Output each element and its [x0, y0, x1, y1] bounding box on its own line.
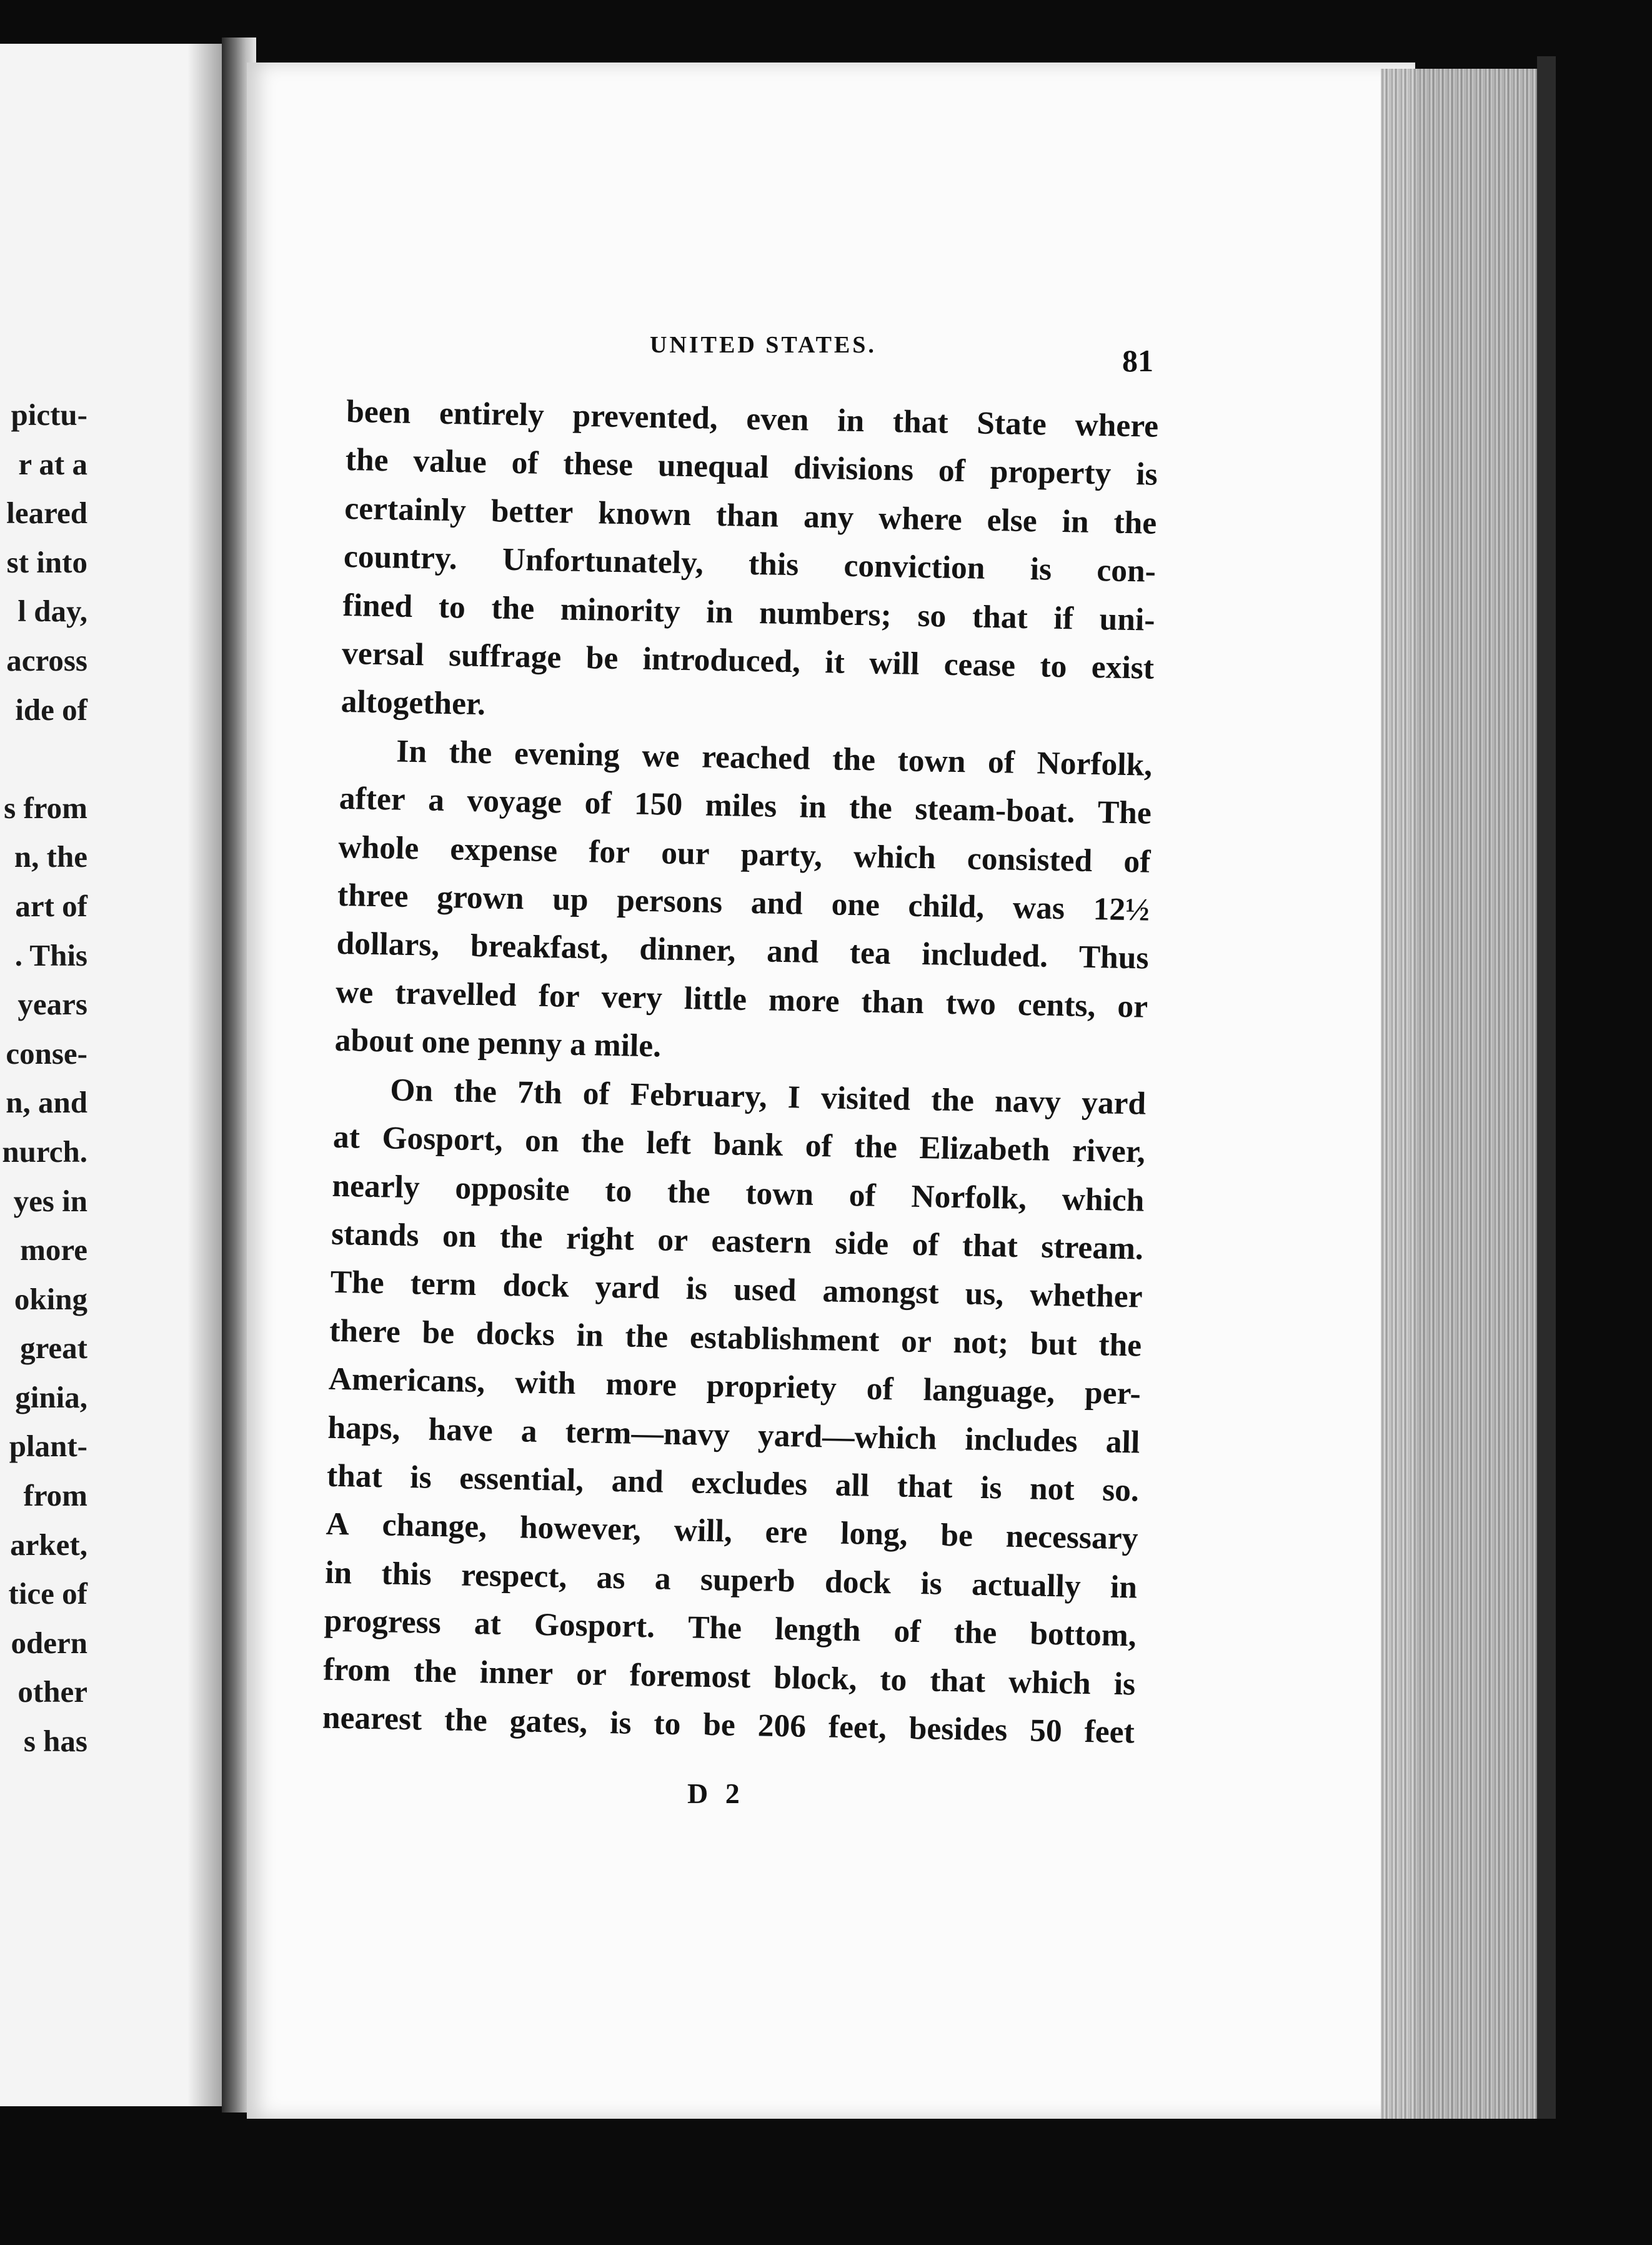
- text-line: Americans, with more propriety of language, per-: [328, 1361, 1142, 1412]
- left-page-line: plant-: [9, 1429, 87, 1464]
- running-head: UNITED STATES.: [650, 332, 877, 358]
- text-line: certainly better known than any where else in the: [344, 490, 1157, 541]
- text-line: haps, have a term—navy yard—which includes all: [327, 1409, 1140, 1461]
- text-line: progress at Gosport. The length of the bottom,: [324, 1602, 1137, 1654]
- text-line: from the inner or foremost block, to that which is: [322, 1651, 1136, 1702]
- text-line: at Gosport, on the left bank of the Elizabeth river,: [332, 1119, 1146, 1170]
- text-line: versal suffrage be introduced, it will cease to exist: [341, 635, 1155, 686]
- text-line: nearest the gates, is to be 206 feet, besides 50 feet: [322, 1699, 1135, 1751]
- text-line: The term dock yard is used amongst us, whether: [330, 1264, 1143, 1315]
- text-line: in this respect, as a superb dock is actually in: [324, 1554, 1138, 1606]
- left-page-line: ide of: [15, 692, 87, 727]
- page-number: 81: [1122, 343, 1153, 378]
- left-page-line: years: [17, 987, 87, 1022]
- text-line: about one penny a mile.: [334, 1022, 662, 1064]
- left-page-line: from: [23, 1478, 87, 1513]
- left-page-line: . This: [14, 938, 87, 972]
- text-line: nearly opposite to the town of Norfolk, which: [332, 1168, 1145, 1219]
- left-page-line: s has: [23, 1724, 87, 1759]
- left-page-line: pictu-: [11, 398, 87, 432]
- body-text: [322, 388, 1158, 1757]
- text-line: A change, however, will, ere long, be necessary: [326, 1506, 1138, 1557]
- text-line: In the evening we reached the town of Norfolk,: [396, 733, 1153, 783]
- left-page-line: great: [20, 1331, 87, 1366]
- text-line: been entirely prevented, even in that State where: [346, 393, 1159, 444]
- text-line: after a voyage of 150 miles in the steam-boat. The: [339, 781, 1152, 831]
- text-line: stands on the right or eastern side of that stream.: [331, 1216, 1144, 1267]
- left-page-line: tice of: [8, 1576, 87, 1611]
- text-line: that is essential, and excludes all that is not so.: [326, 1458, 1140, 1509]
- text-line: whole expense for our party, which consisted of: [338, 829, 1151, 880]
- left-page-text: [0, 391, 87, 1766]
- left-page-line: conse-: [6, 1036, 87, 1071]
- left-page-line: nurch.: [2, 1134, 87, 1169]
- left-page-line: across: [6, 642, 87, 678]
- left-page-line: yes in: [13, 1183, 87, 1218]
- signature-mark: D 2: [687, 1778, 745, 1809]
- left-page-line: ginia,: [15, 1379, 87, 1414]
- left-page-line: other: [17, 1674, 87, 1709]
- left-page-line: r at a: [18, 446, 87, 481]
- left-page-line: l day,: [17, 594, 87, 629]
- text-line: the value of these unequal divisions of property is: [345, 442, 1158, 493]
- left-page-line: more: [20, 1232, 87, 1268]
- text-line: dollars, breakfast, dinner, and tea included. Thus: [336, 926, 1149, 977]
- left-page-line: odern: [11, 1625, 87, 1660]
- page-edges: [1381, 69, 1550, 2119]
- text-line: three grown up persons and one child, was 12½: [337, 877, 1150, 928]
- book-cover-edge: [1537, 56, 1556, 2119]
- text-line: On the 7th of February, I visited the navy yard: [389, 1072, 1147, 1122]
- left-page-line: arket,: [10, 1527, 87, 1562]
- left-page-line: art of: [15, 888, 87, 923]
- left-page-line: leared: [6, 496, 87, 531]
- left-page: [0, 44, 225, 2106]
- left-page-line: [0, 734, 87, 784]
- left-page-shadow: [187, 44, 225, 2106]
- text-line: country. Unfortunately, this conviction is con-: [343, 539, 1157, 589]
- left-page-line: n, and: [6, 1085, 87, 1120]
- text-line: we travelled for very little more than two cents, or: [335, 974, 1148, 1025]
- left-page-line: st into: [6, 544, 87, 579]
- text-line: fined to the minority in numbers; so that if uni-: [342, 587, 1155, 638]
- left-page-line: n, the: [14, 839, 87, 874]
- left-page-line: s from: [4, 790, 87, 825]
- text-line: there be docks in the establishment or not; but the: [329, 1312, 1142, 1364]
- left-page-line: oking: [14, 1281, 87, 1316]
- text-line: altogether.: [341, 684, 486, 722]
